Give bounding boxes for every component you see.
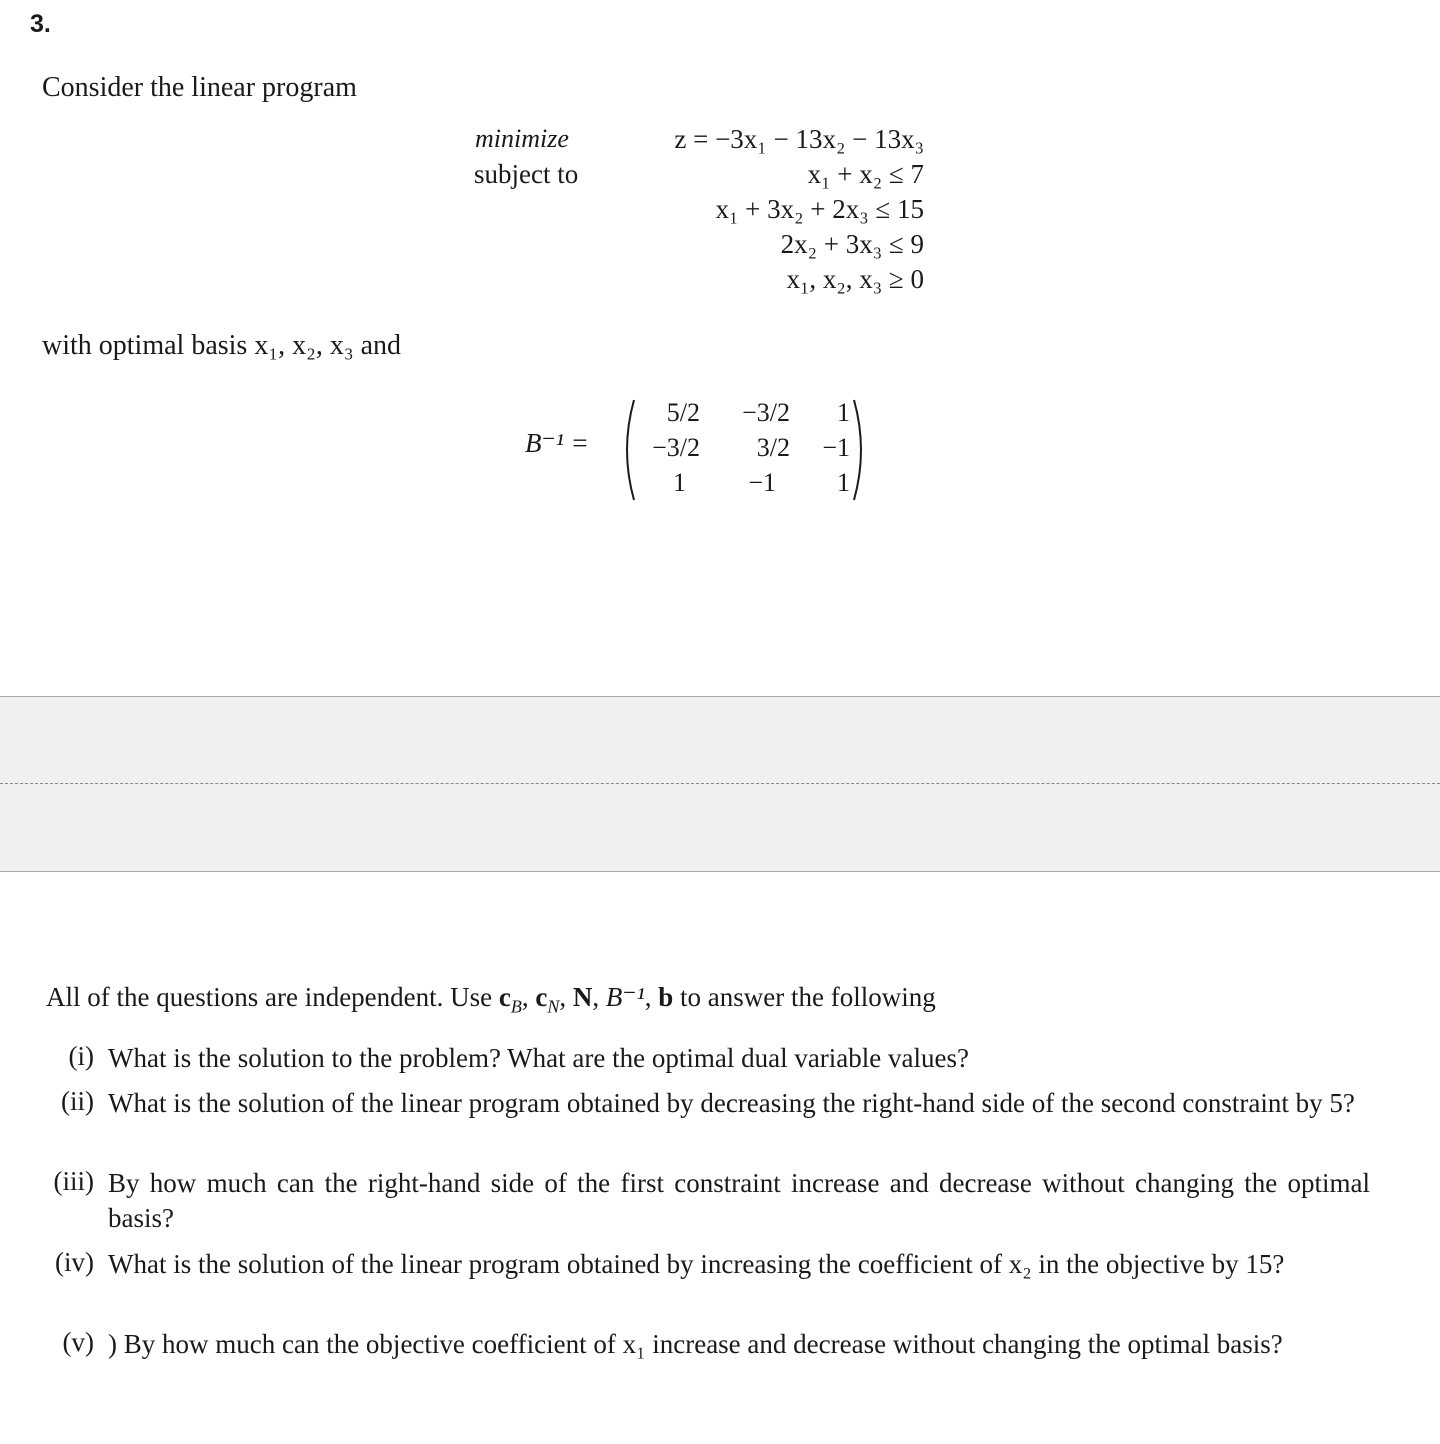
matrix-cell: −1 xyxy=(822,433,850,462)
subject-to-label: subject to xyxy=(474,159,579,189)
matrix-cell: 5/2 xyxy=(666,398,700,427)
question-text: What is the solution of the linear program obtained by increasing the coefficient of x₂ in the objective by 15? xyxy=(108,1249,1285,1279)
page-break-band xyxy=(0,696,1440,872)
question-label: (iii) xyxy=(53,1166,94,1196)
matrix-cell: 3/2 xyxy=(756,433,790,462)
constraint-1: x₁ + x₂ ≤ 7 xyxy=(807,159,924,189)
question-text: By how much can the right-hand side of the first constraint increase and decrease without changing the optimal basis? xyxy=(108,1168,1370,1233)
nonnegativity-constraint: x₁, x₂, x₃ ≥ 0 xyxy=(786,264,924,294)
matrix-cell: −1 xyxy=(748,468,776,497)
problem-number: 3. xyxy=(30,10,51,38)
questions-intro: All of the questions are independent. Use $c_B$, $c_N$, N, B⁻¹, b to answer the following xyxy=(46,982,936,1017)
basis-text: with optimal basis x₁, x₂, x₃ and xyxy=(42,330,402,361)
matrix-cell: 1 xyxy=(837,398,850,427)
page-break-dashed-line xyxy=(0,783,1440,784)
right-parenthesis xyxy=(852,398,870,502)
matrix-cell: −3/2 xyxy=(742,398,790,427)
constraint-2: x₁ + 3x₂ + 2x₃ ≤ 15 xyxy=(715,194,924,224)
question-label: (iv) xyxy=(55,1247,94,1277)
minimize-label: minimize xyxy=(475,124,569,153)
matrix-label: B⁻¹ = xyxy=(525,428,589,458)
question-text: ) By how much can the objective coefficient of x₁ increase and decrease without changing the optimal basis? xyxy=(108,1329,1283,1359)
matrix-cell: 1 xyxy=(673,468,686,497)
question-text: What is the solution to the problem? What are the optimal dual variable values? xyxy=(108,1043,969,1073)
question-label: (v) xyxy=(62,1327,94,1357)
question-text: What is the solution of the linear program obtained by decreasing the right-hand side of the second constraint by 5? xyxy=(108,1088,1355,1118)
constraint-3: 2x₂ + 3x₃ ≤ 9 xyxy=(780,229,924,259)
question-label: (i) xyxy=(68,1041,94,1071)
matrix-cell: 1 xyxy=(837,468,850,497)
question-label: (ii) xyxy=(61,1086,94,1116)
objective-function: z = −3x₁ − 13x₂ − 13x₃ xyxy=(674,124,924,154)
matrix-cell: −3/2 xyxy=(652,433,700,462)
intro-text: Consider the linear program xyxy=(42,72,357,103)
